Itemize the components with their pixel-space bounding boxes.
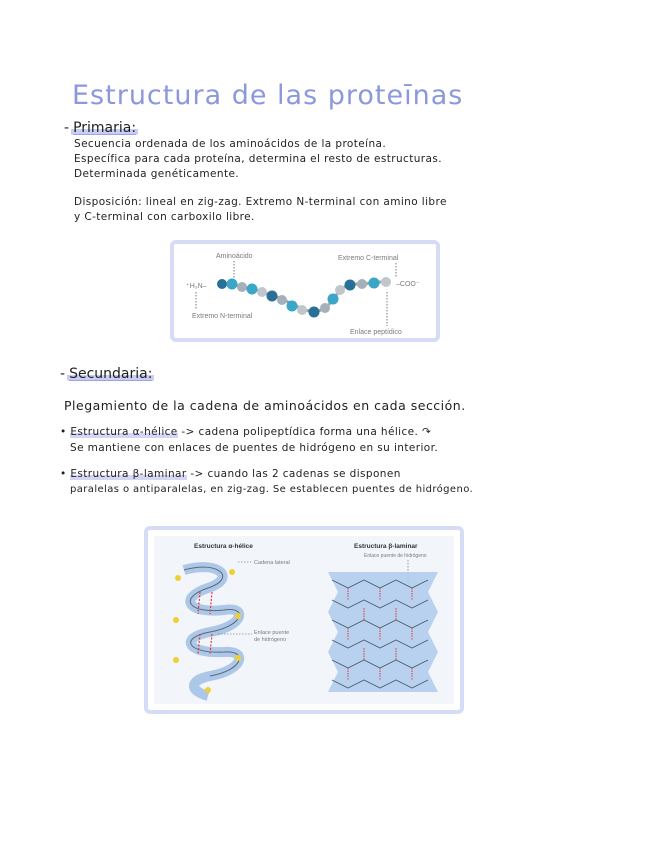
label-h3n: ⁺H₃N– bbox=[186, 283, 207, 290]
bullet-dot: • bbox=[60, 426, 71, 438]
primaria-heading: Primaria: bbox=[73, 120, 137, 136]
primaria-line-1: Secuencia ordenada de los aminoácidos de la proteína. bbox=[74, 138, 387, 150]
bullet-dot: • bbox=[60, 468, 71, 480]
secundaria-intro: Plegamiento de la cadena de aminoácidos en cada sección. bbox=[64, 398, 466, 413]
label-enlace-puente-2: de hidrógeno bbox=[254, 637, 287, 643]
label-cadena-lateral: Cadena lateral bbox=[254, 560, 290, 566]
label-enlace-puente-1: Enlace puente bbox=[254, 630, 290, 636]
section-heading-primaria: - Primaria: bbox=[64, 120, 137, 136]
alpha-figure-title: Estructura α-hélice bbox=[194, 543, 253, 550]
label-aminoacido: Aminoácido bbox=[216, 253, 253, 260]
beta-rest: -> cuando las 2 cadenas se disponen bbox=[186, 468, 401, 480]
secundaria-heading: Secundaria: bbox=[69, 366, 153, 382]
label-coo: –COO⁻ bbox=[396, 281, 420, 288]
disposicion-line-2: y C-terminal con carboxilo libre. bbox=[74, 211, 255, 223]
label-beta-enlace: Enlace puente de hidrógeno bbox=[364, 553, 427, 559]
label-extremo-n: Extremo N-terminal bbox=[192, 313, 253, 320]
alpha-term: Estructura α-hélice bbox=[70, 426, 178, 438]
alpha-line-2: Se mantiene con enlaces de puentes de hidrógeno en su interior. bbox=[70, 442, 439, 454]
disposicion-line-1: Disposición: lineal en zig-zag. Extremo N-terminal con amino libre bbox=[74, 196, 447, 208]
section-heading-secundaria: - Secundaria: bbox=[60, 366, 153, 382]
primary-structure-figure bbox=[170, 240, 440, 342]
beta-figure-title: Estructura β-laminar bbox=[354, 543, 418, 550]
beta-bullet bbox=[60, 468, 401, 480]
secondary-illustration bbox=[148, 530, 460, 710]
alpha-bullet bbox=[60, 426, 431, 438]
primaria-line-2: Específica para cada proteína, determina el resto de estructuras. bbox=[74, 153, 442, 165]
alpha-rest: -> cadena polipeptídica forma una hélice. ↷ bbox=[177, 426, 432, 438]
page-title: Estructura de las proteīnas bbox=[72, 80, 464, 111]
primaria-line-3: Determinada genéticamente. bbox=[74, 168, 240, 180]
chain-beads bbox=[217, 277, 391, 318]
label-extremo-c: Extremo C-terminal bbox=[338, 255, 399, 262]
beta-line-2: paralelas o antiparalelas, en zig-zag. Se establecen puentes de hidrógeno. bbox=[70, 484, 474, 495]
beta-sheet-drawing bbox=[328, 572, 438, 692]
beta-term: Estructura β-laminar bbox=[70, 468, 187, 480]
secondary-structure-figure bbox=[144, 526, 464, 714]
label-enlace: Enlace peptídico bbox=[350, 329, 402, 336]
primary-chain-illustration bbox=[174, 244, 436, 338]
